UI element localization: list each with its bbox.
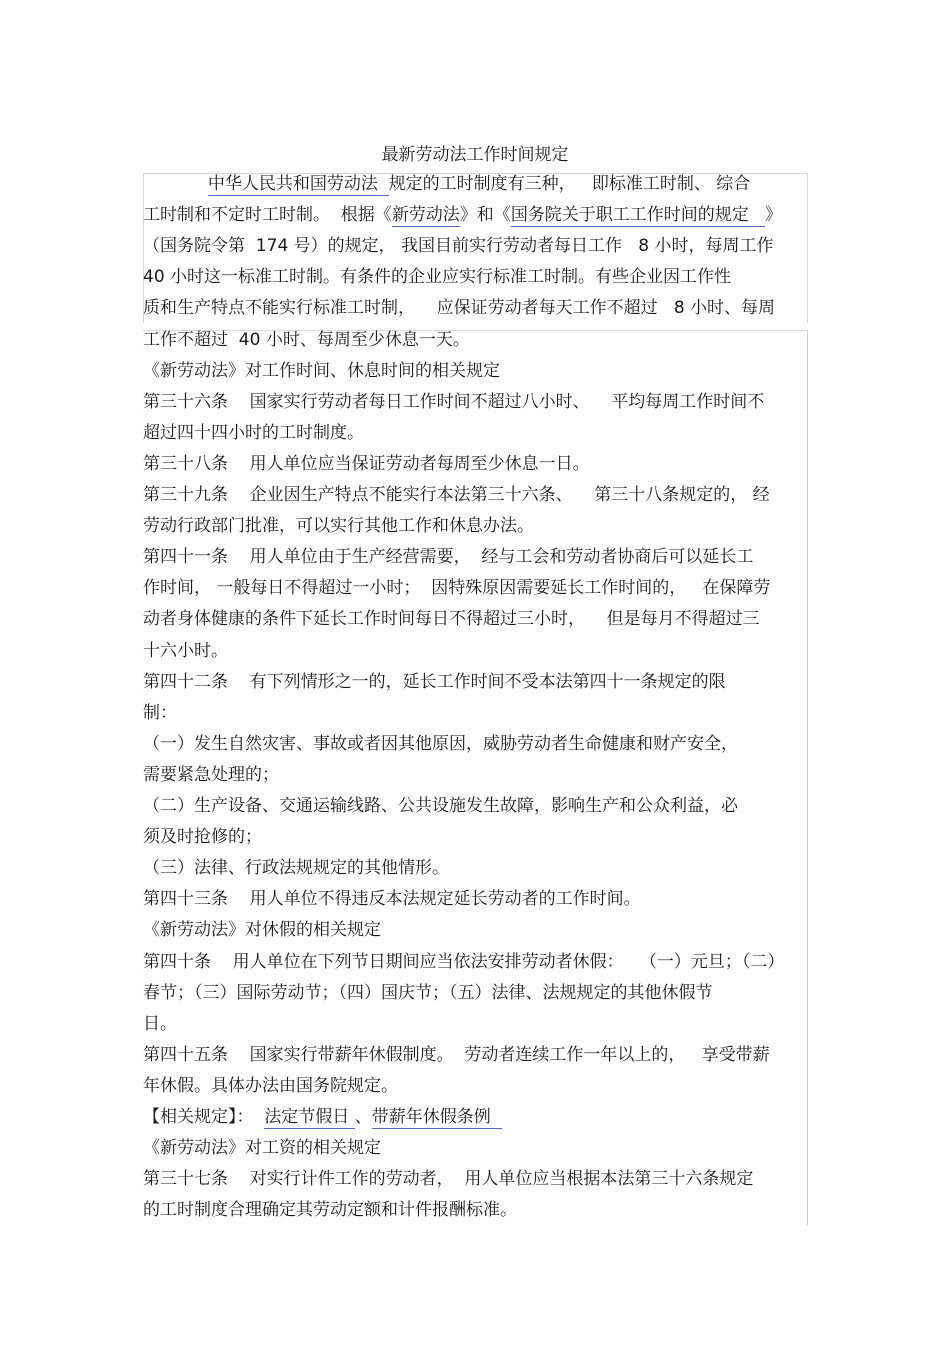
line-text: 需要紧急处理的；: [143, 764, 279, 785]
line-text: 须及时抢修的；: [143, 827, 262, 848]
line-text: （二）生产设备、交通运输线路、公共设施发生故障，影响生产和公众利益，必: [143, 796, 738, 816]
text-line: [143, 262, 805, 293]
text-line: [143, 231, 805, 262]
text-line: [143, 1009, 805, 1040]
text-line: [143, 200, 805, 231]
line-text: 日。: [143, 1013, 177, 1034]
line-text: 的工时制度合理确定其劳动定额和计件报酬标准。: [143, 1200, 517, 1221]
line-text: 动者身体健康的条件下延长工作时间每日不得超过三小时， 但是每月不得超过三: [143, 609, 760, 630]
line-text: 作时间， 一般每日不得超过一小时； 因特殊原因需要延长工作时间的， 在保障劳: [143, 578, 771, 599]
text-line: [143, 729, 805, 760]
line-text: 【相关规定】：: [143, 1107, 265, 1127]
law-link[interactable]: 法定节假日: [264, 1107, 355, 1127]
line-text: （一）发生自然灾害、事故或者因其他原因，威胁劳动者生命健康和财产安全，: [143, 733, 738, 754]
line-text: 《新劳动法》对工资的相关规定: [143, 1138, 381, 1159]
text-line: [143, 573, 805, 604]
text-line: [143, 511, 805, 542]
line-text: 第三十八条 用人单位应当保证劳动者每周至少休息一日。: [143, 453, 590, 474]
line-text: 制：: [143, 702, 177, 723]
line-text: 十六小时。: [143, 640, 228, 661]
law-link[interactable]: 带薪年休假条例: [371, 1107, 502, 1127]
text-line: [143, 791, 805, 822]
line-text: （三）法律、行政法规规定的其他情形。: [143, 858, 449, 879]
text-line: [143, 915, 805, 946]
text-line: [143, 604, 805, 635]
text-line: [143, 1102, 805, 1133]
text-line: [143, 449, 805, 480]
text-line: [143, 760, 805, 791]
line-text: 、: [354, 1107, 372, 1127]
line-text: （国务院令第 174 号）的规定， 我国目前实行劳动者每日工作 8 小时，每周工作: [143, 236, 774, 257]
text-line: [143, 636, 805, 667]
line-text: [143, 174, 208, 194]
text-line: [143, 387, 805, 418]
line-text: 工时制和不定时工时制。 根据《: [143, 205, 392, 226]
text-line: [143, 1195, 805, 1226]
line-text: 》: [765, 205, 783, 226]
text-line: [143, 480, 805, 511]
line-text: 规定的工时制度有三种， 即标准工时制、 综合: [388, 174, 751, 194]
text-line: [143, 356, 805, 387]
text-line: [143, 978, 805, 1009]
law-link[interactable]: 国务院关于职工工作时间的规定: [510, 205, 766, 226]
text-line: [143, 418, 805, 449]
document-title: 最新劳动法工作时间规定: [381, 145, 569, 165]
line-text: 《新劳动法》对休假的相关规定: [143, 920, 381, 941]
line-text: 质和生产特点不能实行标准工时制， 应保证劳动者每天工作不超过 8 小时、每周: [143, 298, 776, 319]
line-text: 年休假。具体办法由国务院规定。: [143, 1075, 398, 1096]
text-line: [143, 698, 805, 729]
line-text: 第四十二条 有下列情形之一的，延长工作时间不受本法第四十一条规定的限: [143, 671, 726, 692]
text-line: [143, 947, 805, 978]
text-line: [143, 667, 805, 698]
line-text: 40 小时这一标准工时制。有条件的企业应实行标准工时制。有些企业因工作性: [143, 267, 732, 288]
text-line: [143, 1133, 805, 1164]
text-line: [143, 169, 805, 200]
line-text: 第三十九条 企业因生产特点不能实行本法第三十六条、 第三十八条规定的， 经: [143, 485, 770, 505]
line-text: 工作不超过 40 小时、每周至少休息一天。: [143, 329, 470, 350]
line-text: 第三十六条 国家实行劳动者每日工作时间不超过八小时、 平均每周工作时间不: [143, 391, 765, 412]
text-line: [143, 1164, 805, 1195]
text-line: [143, 884, 805, 915]
text-line: [143, 1040, 805, 1071]
line-text: 第四十五条 国家实行带薪年休假制度。 劳动者连续工作一年以上的， 享受带薪: [143, 1044, 770, 1065]
law-link[interactable]: 中华人民共和国劳动法: [207, 174, 389, 194]
line-text: 春节；（三）国际劳动节；（四）国庆节；（五）法律、法规规定的其他休假节: [143, 982, 713, 1003]
line-text: 《新劳动法》对工作时间、休息时间的相关规定: [143, 360, 500, 381]
line-text: 超过四十四小时的工时制度。: [143, 422, 364, 443]
line-text: 第四十一条 用人单位由于生产经营需要， 经与工会和劳动者协商后可以延长工: [143, 547, 754, 568]
line-text: 第四十条 用人单位在下列节日期间应当依法安排劳动者休假： （一）元旦；（二）: [143, 951, 785, 972]
text-line: [143, 853, 805, 884]
text-line: [143, 1071, 805, 1102]
text-line: [143, 325, 805, 356]
text-line: [143, 542, 805, 573]
line-text: 第四十三条 用人单位不得违反本法规定延长劳动者的工作时间。: [143, 889, 641, 910]
line-text: 》和《: [459, 205, 511, 226]
text-line: [143, 822, 805, 853]
line-text: 第三十七条 对实行计件工作的劳动者， 用人单位应当根据本法第三十六条规定: [143, 1169, 754, 1190]
line-text: 劳动行政部门批准，可以实行其他工作和休息办法。: [143, 516, 534, 537]
text-line: [143, 293, 805, 324]
law-link[interactable]: 新劳动法: [391, 205, 460, 226]
